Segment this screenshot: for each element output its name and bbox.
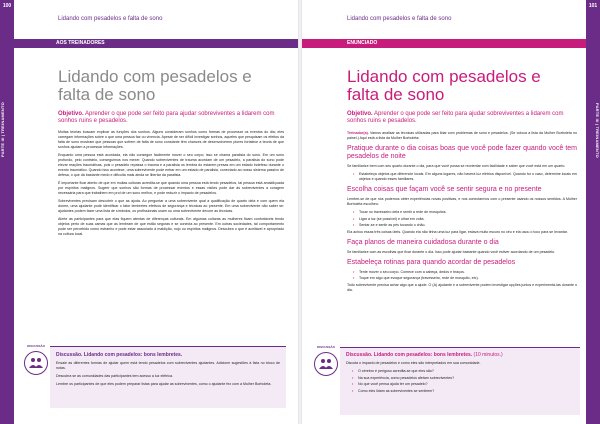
discussion-text [346,361,574,394]
bullet-icon: • [352,382,354,386]
discussion-title [346,352,574,358]
bullet-icon: • [352,388,354,393]
right-page [300,0,600,424]
bullet-text: Sentar-se e sentir as pés tocando o chão. [359,223,426,227]
subheading-routine: Estabeleça rotinas para quando acordar de pesadelos [347,258,516,266]
page-title: Lidando com pesadelos e falta de sono [58,67,252,104]
discussion-box [340,347,580,415]
paragraph: Se familiarize com as escolhas que ficar durante o dia. Isso pode ajudar bastante quando você estiver acordando de um pesadelo. [347,249,556,254]
right-side-bar [586,0,600,424]
section-banner [14,39,298,48]
side-section-label: PARTE III | TREINAMENTO [595,102,600,158]
subheading-practice: Pratique durante o dia coisas boas que você pode fazer quando você tem pesadelos de noite [347,145,577,160]
discussion-text [56,361,280,387]
section-label: AOS TREINADORES [56,40,105,46]
page-title: Lidando com pesadelos e falta de sono [347,67,541,104]
bullet-text: Como eles lidam as sobreviventes se sentirem? [358,388,435,393]
paragraph: Enquanto uma pessoa está acordada, ela não consegue facilmente mover o seu corpo; isso se chama paralisia do sono. Em um sono profundo, pelo contrário, conseguimos nos mexer. Quando sobreviventes de trauma acordam de um pesadelo, a paralisia do sono pode elevar reações traumáticas, pois o pesadelo repassa o trauma e a paralisia os lembra do estarem presas em um estado indefeso durante o evento traumático. Quando isso acontece, uma sobrevivente pode entrar em um estado de paralisia, conectado ao nosso sistema passivo de defesa, o que dá bastante medo e dificulta mais ainda se libertar da paralisia. [58,153,284,177]
paragraph: Se familiarize bem com seu quarto durante o dia, para que você possa se reorientar com facilidade e saber que você está em um quarto. [347,164,566,168]
bullet-item [352,389,574,394]
discussion-box [50,346,286,408]
objective-text: Aprender o que pode ser feito para ajudar sobreviventes a lidarem com sonhos ruins e pesadelos. [347,111,564,124]
bullet-text: Tente mover o seu corpo. Comece com a cabeça, dedos e braços. [359,269,465,274]
bullet-text: Na sua experiência, como pesadelos afetam sobreviventes? [358,375,455,380]
discussion-line: Descubra se as comunidades das participantes tem acesso a luz elétrica. [56,374,174,378]
objective-label: Objetivo. [347,111,373,117]
paragraph: Muitas teorias buscam explicar as funções dos sonhos. Alguns consideram sonhos como formas de processar os eventos do dia; eles carregam informações sobre o que uma pessoa faz ou vivencia. Apesar de ser difícil investigar sonhos, aqueles que pesquisam os efeitos da falta de sono mostram que pessoas que sofrem de falta de sono constante têm chances de desenvolverem piores fortalece a teoria de que sonhos ajudam a processar informações. [58,130,284,149]
bullet-icon: • [353,172,355,176]
bullet-icon: • [353,216,355,221]
running-header: Lidando com pesadelos e falta de sono [347,16,452,22]
objective-text: Aprender o que pode ser feito para ajudar sobreviventes a lidarem com sonhos ruins e pesadelos. [58,111,275,124]
bullet-item [353,210,577,215]
intro [347,131,577,141]
intro-label: Treinador(a). [347,131,369,135]
bullet-icon: • [353,223,355,227]
body-text [347,131,577,296]
discussion-group-icon [24,351,48,375]
bullet-text: Tocar no travesseiro dela e sentir a rede de mosquitos. [359,210,447,214]
paragraph: Alerte as participantes para que elas fiquem atentas de diferenças culturais. Em algumas culturas as mulheres ficam confortáveis tendo objetos perto de suas camas que as lembram de que estão seguras e se conecta ao presente. Em outras sociedades, tal comportamento pode ser percebido como estranho e pode estar associado à maldição, nojo ou espíritos malignos. Descubra o que é aceitável e apropriado na cultura local. [58,217,284,236]
bullet-text: No que você pensa ajuda ter um pesadelo? [358,382,428,386]
discussion-icon-caption: DISCUSSÃO [27,344,45,348]
side-section-label: PARTE III | TREINAMENTO [0,102,5,158]
bullet-item [353,172,577,182]
bullet-text: Estabeleça objetos que diferencie locais. Em alguns lugares, não haverá luz elétrica disponível. Quando for o caso, determine locais em objetos e quando esses familiares. [359,172,577,181]
paragraph: Sobreviventes precisam descobrir o que as ajuda. Ao perguntar a uma sobrevivente qual a qualificação de quarto dela e com quem ela dorme, uma ajudante pode identificar o fator lembretes efetivos de segurança e técnicas ao presente. Em uma sobrevivente não saber se: ajudantes podem fazer uma lista de símbolos, os profissionais usam ou uma sobrevivente decore as técnicas. [58,199,284,213]
bullet-item [352,382,574,387]
subheading-care: Faça planos de maneira cuidadosa durante o dia [347,238,499,246]
discussion-lead: Discuta o impacto de pesadelos e como eles são interpretados em sua comunidade. [346,361,481,365]
bullet-text: O cérebro é perigoso acredita-se que eles são? [358,369,434,373]
page-number: 100 [2,3,12,9]
bullet-item [352,369,574,374]
bullet-icon: • [352,369,354,373]
discussion-title: Discussão. Lidando com pesadelos: bons lembretes. [56,352,183,358]
bullet-item [353,276,577,281]
discussion-line: Ensaie as diferentes formas de ajudar quem está tendo pesadelos com sobreviventes ajudantes. Adicione sugestões à lista no bloco de notas. [56,361,280,370]
subheading-safe: Escolha coisas que façam você se sentir segura e no presente [347,186,542,193]
bullet-icon: • [352,375,354,380]
paragraph: Ela achou essas três coisas úteis. Quando ela não tinha uma luz para ligar, estava muito escuro no céu e ela usou o toco para se levantar. [347,229,568,234]
bullet-icon: • [353,269,355,274]
objective-label: Objetivo. [58,111,84,117]
page-number: 101 [588,3,598,9]
bullet-text: Toque em algo que evoque segurança (travesseiro, rede de mosquito, etc). [359,276,479,280]
section-label: ENUNCIADO [347,40,378,46]
bullet-icon: • [353,276,355,280]
bullet-item [353,270,577,275]
running-header: Lidando com pesadelos e falta de sono [58,16,163,22]
intro-text: Vamos analisar as técnicas utilizadas para lidar com problemas de sono e pesadelos. (Se coloca a lista da Mulher Borboleta no painel.) Aqui está a lista da Mulher Borboleta: [347,131,577,140]
discussion-icon-caption: DISCUSSÃO [317,345,335,349]
paragraph: É importante ficar atento de que em muitas culturas acredita-se que quando uma pessoa está tendo pesadelos, tal pessoa está amaldiçoada por espíritos malignos. Sugerir que sonhos são formas de processar eventos e essas visões pode dar às sobreviventes a coragem necessária para que trabalhem em prol de um sono melhor, e pode reduzir o impacto de pesadelos. [58,181,284,195]
bullet-icon: • [353,210,355,214]
discussion-line: Lembre os participantes de que eles podem preparar listas para ajudar as sobreviventes, como o ajudante fez com a Mulher Borboleta. [56,382,272,386]
discussion-group-icon [314,352,338,376]
objective [347,111,575,125]
paragraph: Lembre-se de que nós podemos obter experiências novas positivas, e nos conectarmos com o presente usando os nossos sentidos. A Mulher Borboleta escolheu: [347,197,577,206]
bullet-item [353,217,577,222]
bullet-item [353,223,577,228]
discussion-title-bold: Discussão. Lidando com pesadelos: bons lembretes. [346,352,473,358]
section-banner [302,39,586,48]
discussion-duration: (10 minutos.) [472,352,503,358]
bullet-item [352,376,574,381]
body-text [58,130,284,240]
objective [58,111,282,125]
bullet-text: Ligar a luz (se possível) e olhar em volta. [359,216,425,221]
left-side-bar [0,0,14,424]
paragraph: Todo sobrevivente precisa achar algo que a ajude. O (A) ajudante e a sobrevivente podem investigar opções juntos e experimentá-las durante o dia. [347,282,577,292]
